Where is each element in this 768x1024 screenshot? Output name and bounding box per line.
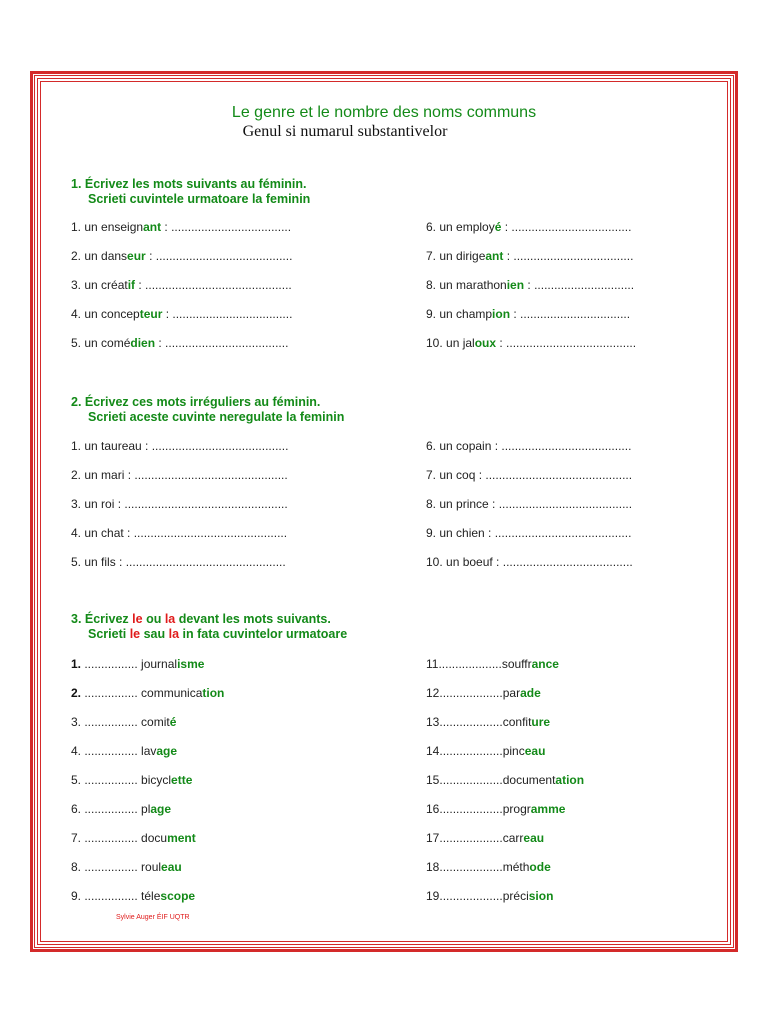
word-stem: 5. un comé: [71, 336, 131, 350]
word-ending: é: [169, 715, 177, 729]
word-ending: ien: [506, 278, 525, 292]
answer-blank: : ..............................: [524, 278, 635, 292]
answer-blank: ................: [81, 773, 142, 787]
s2-right-item: 6. un copain : .......................................: [426, 439, 632, 453]
word-ending: ant: [485, 249, 504, 263]
answer-blank: ...................: [439, 686, 503, 700]
answer-blank: ................: [81, 860, 142, 874]
s2-left-item: 4. un chat : ..............................................: [71, 526, 288, 540]
s3-left-item: [71, 657, 204, 671]
s1-right-item: [426, 220, 631, 234]
item-number: 8.: [71, 860, 82, 874]
s3-left-item: [71, 686, 224, 700]
word-stem: carr: [502, 831, 524, 845]
word-stem: pinc: [502, 744, 525, 758]
s1-right-item: [426, 336, 636, 350]
answer-blank: : .........................................: [145, 249, 293, 263]
word-stem: méth: [502, 860, 530, 874]
word-ending: eau: [161, 860, 182, 874]
s3-right-item: [426, 860, 551, 874]
s1-right-item: [426, 307, 630, 321]
answer-blank: : .....................................: [155, 336, 289, 350]
answer-blank: : ....................................: [161, 220, 292, 234]
section2-heading-ro: Scrieti aceste cuvinte neregulate la feminin: [88, 410, 345, 424]
s3-left-item: [71, 831, 196, 845]
word-stem: confit: [502, 715, 532, 729]
answer-blank: ................: [81, 715, 142, 729]
word-ending: eau: [523, 831, 545, 845]
s2-right-item: 8. un prince : ........................................: [426, 497, 633, 511]
item-number: 15: [426, 773, 440, 787]
author-credit: Sylvie Auger ÉIF UQTR: [116, 914, 190, 921]
s3-left-item: [71, 744, 177, 758]
answer-blank: : ....................................: [501, 220, 632, 234]
item-number: 2.: [71, 686, 82, 700]
item-number: 5.: [71, 773, 82, 787]
word-stem: comit: [141, 715, 170, 729]
answer-blank: ...................: [439, 773, 503, 787]
s2-right-item: 10. un boeuf : .......................................: [426, 555, 633, 569]
word-ending: age: [150, 802, 172, 816]
word-ending: age: [156, 744, 178, 758]
s3-right-item: [426, 802, 565, 816]
word-ending: é: [494, 220, 502, 234]
s1-left-item: [71, 249, 292, 263]
item-number: 6.: [71, 802, 82, 816]
word-ending: ion: [492, 307, 511, 321]
answer-blank: ...................: [438, 657, 502, 671]
word-ending: if: [127, 278, 136, 292]
word-stem: roul: [141, 860, 162, 874]
word-stem: journal: [141, 657, 178, 671]
s2-right-item: 7. un coq : ............................................: [426, 468, 633, 482]
section1-heading: [71, 177, 310, 207]
section3-heading-fr: 3. Écrivez le ou la devant les mots suivants.: [71, 612, 331, 626]
word-stem: souffr: [501, 657, 532, 671]
s3-left-item: [71, 889, 195, 903]
section1-heading-ro: Scrieti cuvintele urmatoare la feminin: [88, 192, 311, 206]
answer-blank: ...................: [439, 860, 503, 874]
word-ending: teur: [139, 307, 163, 321]
s1-left-item: [71, 336, 288, 350]
s3-left-item: [71, 715, 176, 729]
answer-blank: : ............................................: [135, 278, 292, 292]
word-ending: ance: [531, 657, 559, 671]
answer-blank: ...................: [439, 802, 503, 816]
answer-blank: ................: [81, 686, 142, 700]
s3-right-item: [426, 744, 545, 758]
s3-right-item: [426, 831, 544, 845]
s3-right-item: [426, 773, 584, 787]
word-ending: dien: [130, 336, 156, 350]
answer-blank: ...................: [439, 744, 503, 758]
word-ending: isme: [177, 657, 205, 671]
item-number: 9.: [71, 889, 82, 903]
word-stem: 3. un créat: [71, 278, 128, 292]
word-stem: communica: [141, 686, 203, 700]
item-number: 1.: [71, 657, 82, 671]
s3-left-item: [71, 773, 192, 787]
section2-heading: [71, 395, 344, 425]
page-subtitle: Genul si numarul substantivelor: [242, 123, 448, 140]
s1-left-item: [71, 278, 292, 292]
word-stem: 4. un concep: [71, 307, 140, 321]
item-number: 13: [426, 715, 440, 729]
s2-right-item: 9. un chien : .........................................: [426, 526, 632, 540]
word-ending: eur: [127, 249, 146, 263]
word-stem: téle: [141, 889, 161, 903]
answer-blank: ...................: [439, 831, 503, 845]
answer-blank: : .................................: [510, 307, 631, 321]
word-stem: 10. un jal: [426, 336, 475, 350]
s2-left-item: 5. un fils : ................................................: [71, 555, 286, 569]
answer-blank: ................: [81, 889, 142, 903]
answer-blank: : ....................................: [162, 307, 293, 321]
word-stem: 2. un dans: [71, 249, 128, 263]
word-stem: 1. un enseign: [71, 220, 144, 234]
word-ending: sion: [528, 889, 554, 903]
s2-left-item: 3. un roi : .................................................: [71, 497, 288, 511]
item-number: 17: [426, 831, 440, 845]
word-ending: ure: [531, 715, 551, 729]
section3-heading-ro: Scrieti le sau la in fata cuvintelor urmatoare: [88, 627, 348, 641]
word-stem: pl: [141, 802, 151, 816]
s3-right-item: [426, 715, 550, 729]
s1-left-item: [71, 220, 291, 234]
word-stem: par: [502, 686, 521, 700]
s1-right-item: [426, 278, 634, 292]
s3-right-item: [426, 889, 553, 903]
answer-blank: ................: [81, 802, 142, 816]
word-stem: préci: [502, 889, 529, 903]
word-ending: ette: [171, 773, 193, 787]
word-stem: lav: [141, 744, 157, 758]
section2-heading-fr: 2. Écrivez ces mots irréguliers au féminin.: [71, 395, 321, 409]
word-stem: docu: [141, 831, 168, 845]
item-number: 3.: [71, 715, 82, 729]
item-number: 14: [426, 744, 440, 758]
answer-blank: : ....................................: [503, 249, 634, 263]
item-number: 19: [426, 889, 440, 903]
s1-left-item: [71, 307, 292, 321]
answer-blank: ................: [81, 831, 142, 845]
s1-right-item: [426, 249, 633, 263]
s3-right-item: [426, 657, 559, 671]
word-ending: ation: [555, 773, 585, 787]
s2-left-item: 2. un mari : ..............................................: [71, 468, 288, 482]
word-ending: amme: [530, 802, 566, 816]
item-number: 11: [426, 657, 439, 671]
answer-blank: ...................: [439, 715, 503, 729]
section1-heading-fr: 1. Écrivez les mots suivants au féminin.: [71, 177, 307, 191]
word-stem: bicycl: [141, 773, 172, 787]
answer-blank: ...................: [439, 889, 503, 903]
answer-blank: : .......................................: [496, 336, 637, 350]
s3-left-item: [71, 802, 171, 816]
word-stem: 7. un dirige: [426, 249, 486, 263]
word-ending: eau: [524, 744, 546, 758]
word-stem: 6. un employ: [426, 220, 495, 234]
word-ending: oux: [474, 336, 497, 350]
page-title: Le genre et le nombre des noms communs: [231, 104, 537, 121]
item-number: 16: [426, 802, 440, 816]
word-stem: 8. un marathon: [426, 278, 507, 292]
word-ending: tion: [202, 686, 225, 700]
word-ending: ment: [167, 831, 196, 845]
s3-right-item: [426, 686, 541, 700]
s2-left-item: 1. un taureau : .........................................: [71, 439, 289, 453]
word-ending: scope: [160, 889, 196, 903]
answer-blank: ................: [81, 657, 142, 671]
s3-left-item: [71, 860, 182, 874]
word-ending: ade: [520, 686, 541, 700]
section3-heading: [71, 612, 347, 642]
word-stem: 9. un champ: [426, 307, 493, 321]
item-number: 12: [426, 686, 440, 700]
answer-blank: ................: [81, 744, 142, 758]
item-number: 18: [426, 860, 440, 874]
word-ending: ode: [529, 860, 551, 874]
item-number: 4.: [71, 744, 82, 758]
word-ending: ant: [143, 220, 162, 234]
word-stem: document: [502, 773, 556, 787]
word-stem: progr: [502, 802, 531, 816]
item-number: 7.: [71, 831, 82, 845]
